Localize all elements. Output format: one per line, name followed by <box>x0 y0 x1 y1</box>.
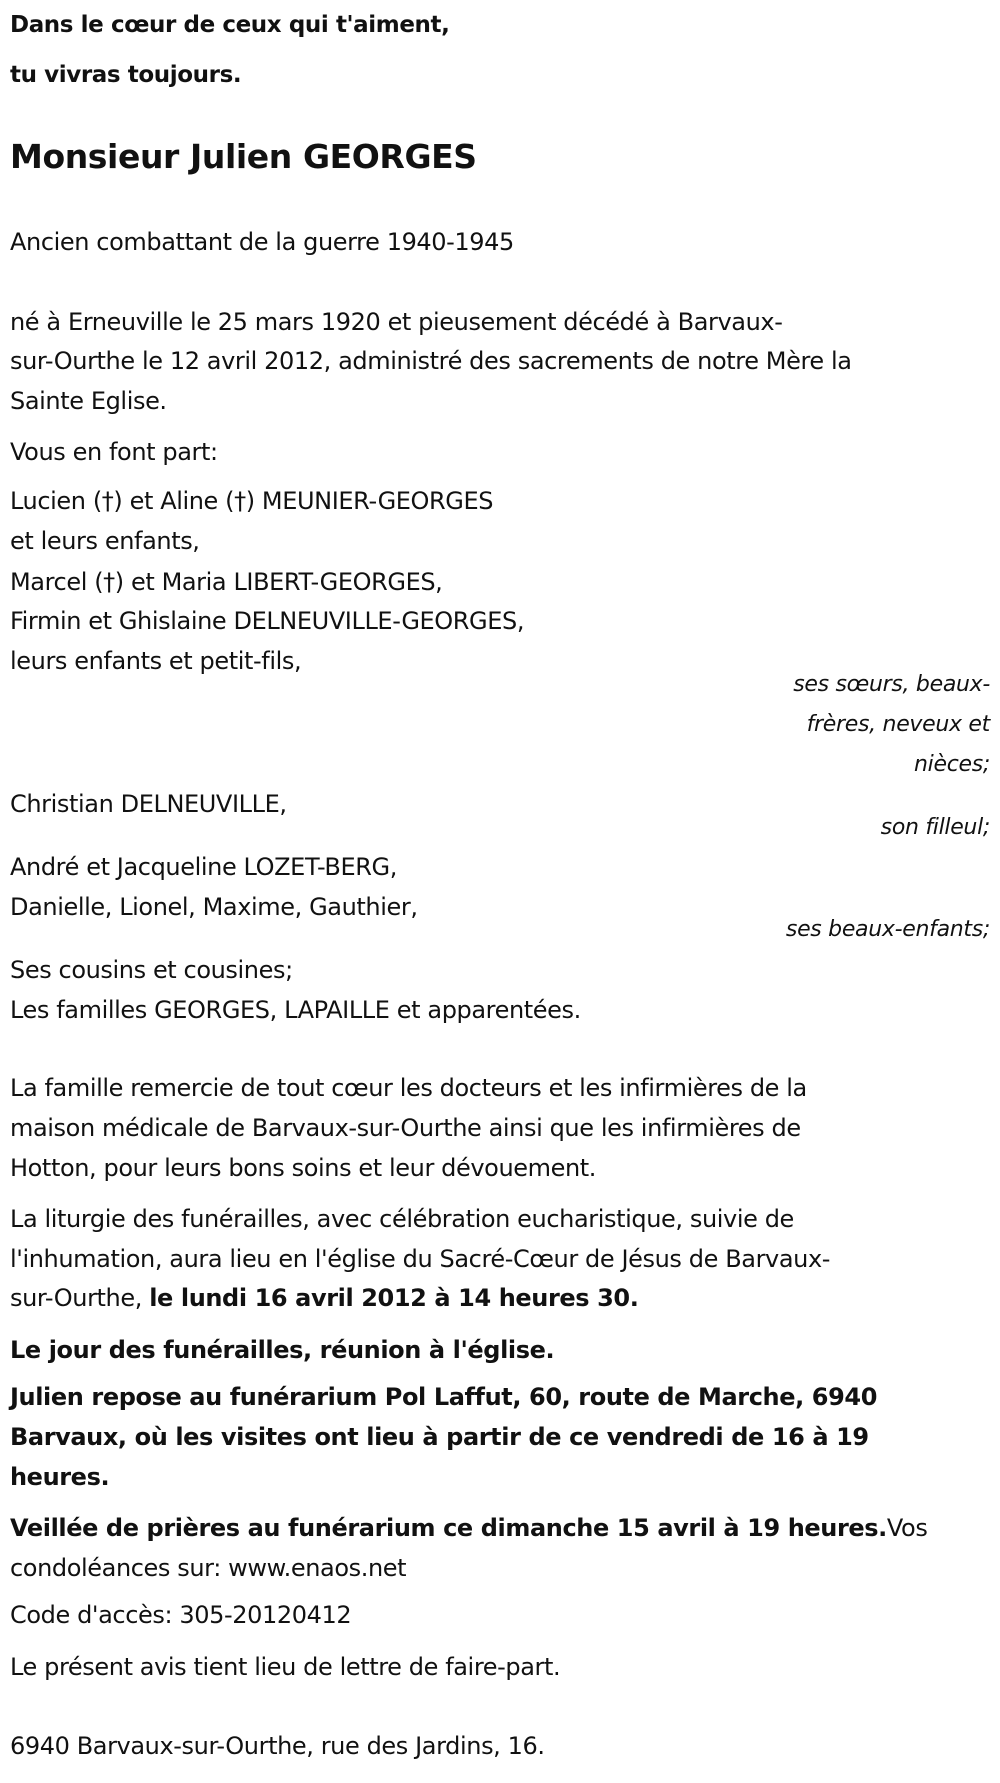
notice: Le présent avis tient lieu de lettre de faire-part. <box>10 1653 561 1681</box>
meeting-note: Le jour des funérailles, réunion à l'église. <box>10 1336 555 1364</box>
text-line: maison médicale de Barvaux-sur-Ourthe ainsi que les infirmières de <box>10 1114 801 1142</box>
text-line: Les familles GEORGES, LAPAILLE et apparentées. <box>10 996 581 1024</box>
relation-label: ses beaux-enfants; <box>785 917 990 942</box>
text-line: l'inhumation, aura lieu en l'église du Sacré-Cœur de Jésus de Barvaux- <box>10 1245 831 1273</box>
text-line: et leurs enfants, <box>10 527 200 555</box>
intro: Vous en font part: <box>10 438 218 466</box>
relation-label: ses sœurs, beaux- <box>793 672 990 697</box>
text-line <box>10 1278 638 1318</box>
text-line: Hotton, pour leurs bons soins et leur dévouement. <box>10 1154 597 1182</box>
text-span: sur-Ourthe, <box>10 1284 150 1312</box>
text-line: La famille remercie de tout cœur les docteurs et les infirmières de la <box>10 1074 807 1102</box>
address: 6940 Barvaux-sur-Ourthe, rue des Jardins, 16. <box>10 1732 545 1760</box>
text-line: Danielle, Lionel, Maxime, Gauthier, <box>10 893 418 921</box>
relation-label: son filleul; <box>880 815 990 840</box>
vigil-text: Veillée de prières au funérarium ce dimanche 15 avril à 19 heures. <box>10 1514 887 1542</box>
text-line: La liturgie des funérailles, avec célébration eucharistique, suivie de <box>10 1205 794 1233</box>
text-line: Julien repose au funérarium Pol Laffut, 60, route de Marche, 6940 <box>10 1383 877 1411</box>
text-line: André et Jacqueline LOZET-BERG, <box>10 853 397 881</box>
text-line <box>10 1508 927 1548</box>
condolences-link: condoléances sur: www.enaos.net <box>10 1554 407 1582</box>
funeral-date: le lundi 16 avril 2012 à 14 heures 30. <box>149 1284 639 1312</box>
subtitle: Ancien combattant de la guerre 1940-1945 <box>10 228 514 256</box>
verse-line: Dans le cœur de ceux qui t'aiment, <box>10 12 450 38</box>
text-line: Christian DELNEUVILLE, <box>10 790 287 818</box>
text-line: leurs enfants et petit-fils, <box>10 647 302 675</box>
verse-line: tu vivras toujours. <box>10 62 242 88</box>
text-span: Vos <box>886 1514 928 1542</box>
text-line: sur-Ourthe le 12 avril 2012, administré des sacrements de notre Mère la <box>10 347 852 375</box>
text-line: né à Erneuville le 25 mars 1920 et pieusement décédé à Barvaux- <box>10 308 783 336</box>
text-line: Marcel (†) et Maria LIBERT-GEORGES, <box>10 568 443 596</box>
relation-label: frères, neveux et <box>806 712 990 737</box>
deceased-name: Monsieur Julien GEORGES <box>10 137 477 176</box>
relation-label: nièces; <box>914 752 990 777</box>
text-line: Firmin et Ghislaine DELNEUVILLE-GEORGES, <box>10 607 525 635</box>
text-line: Sainte Eglise. <box>10 387 167 415</box>
access-code: Code d'accès: 305-20120412 <box>10 1601 352 1629</box>
text-line: Ses cousins et cousines; <box>10 956 293 984</box>
text-line: Barvaux, où les visites ont lieu à partir de ce vendredi de 16 à 19 <box>10 1423 869 1451</box>
text-line: heures. <box>10 1463 110 1491</box>
text-line: Lucien (†) et Aline (†) MEUNIER-GEORGES <box>10 487 494 515</box>
